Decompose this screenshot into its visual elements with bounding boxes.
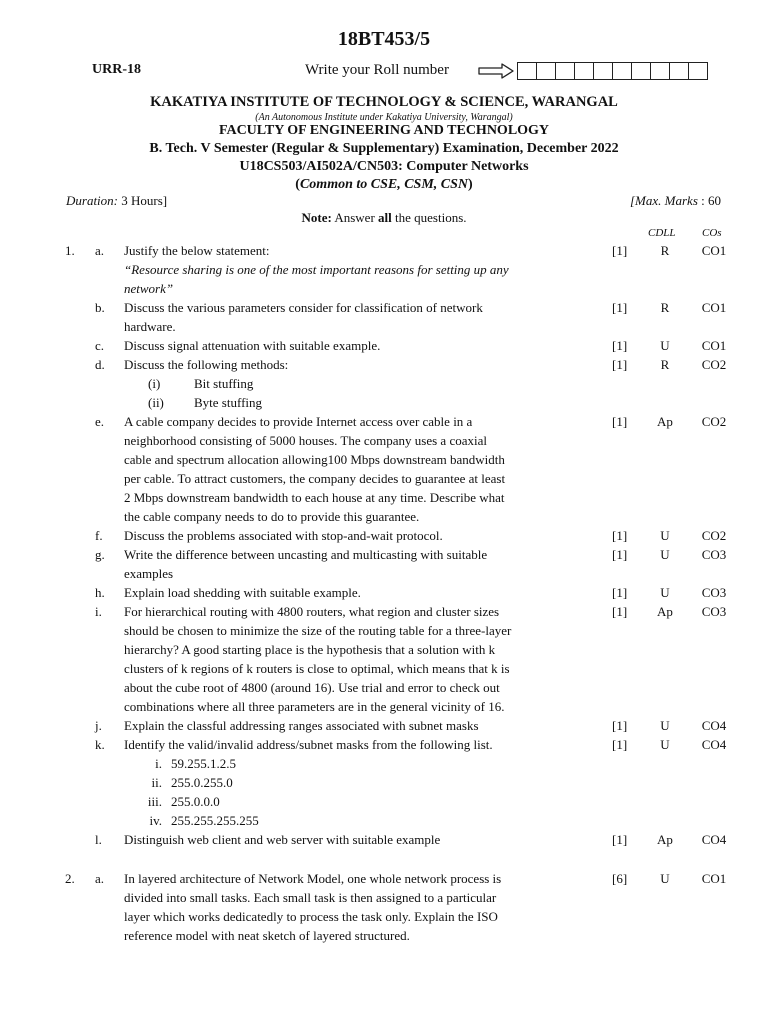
course-outcome: CO2	[701, 528, 727, 543]
marks: [1]	[612, 585, 628, 600]
course-outcome: CO3	[701, 585, 727, 600]
marks: [1]	[612, 414, 628, 429]
question-line: examples	[124, 566, 174, 581]
question-line: Explain the classful addressing ranges associated with subnet masks	[124, 718, 479, 733]
roll-number-box[interactable]	[612, 62, 632, 80]
cdll-level: R	[660, 357, 670, 372]
question-line: A cable company decides to provide Internet access over cable in a	[124, 414, 473, 429]
duration	[66, 193, 167, 209]
cdll-level: U	[660, 547, 670, 562]
duration-value: 3 Hours]	[118, 193, 168, 208]
roll-number-box[interactable]	[669, 62, 689, 80]
faculty-name: FACULTY OF ENGINEERING AND TECHNOLOGY	[218, 123, 550, 138]
question-line: Identify the valid/invalid address/subnet masks from the following list.	[124, 737, 493, 752]
question-text	[124, 412, 596, 526]
question-line: hierarchy? A good starting place is the hypothesis that a solution with k	[124, 642, 496, 657]
question-line: hardware.	[124, 319, 176, 334]
question-text	[124, 735, 596, 754]
marks: [1]	[612, 338, 628, 353]
marks: [6]	[612, 871, 628, 886]
question-line: reference model with neat sketch of layered structured.	[124, 928, 410, 943]
common-open: (	[295, 177, 300, 192]
roll-number-box[interactable]	[593, 62, 613, 80]
sub-item-text: 255.255.255.255	[171, 813, 259, 828]
part-label: b.	[95, 300, 105, 315]
question-line: clusters of k regions of k routers is close to optimal, which means that k is	[124, 661, 510, 676]
note-text-end: the questions.	[391, 210, 467, 225]
question-line: For hierarchical routing with 4800 routers, what region and cluster sizes	[124, 604, 500, 619]
question-line: divided into small tasks. Each small task is then assigned to a particular	[124, 890, 497, 905]
sub-item-text: Byte stuffing	[194, 395, 263, 410]
quoted-statement: network”	[124, 281, 174, 296]
question-text	[124, 830, 596, 849]
cdll-level: Ap	[657, 414, 673, 429]
cdll-level: R	[660, 243, 670, 258]
question-text	[124, 526, 596, 545]
roll-number-label: Write your Roll number	[305, 62, 449, 78]
course-outcome: CO1	[701, 871, 727, 886]
question-line: layer which works dedicatedly to process the task only. Explain the ISO	[124, 909, 498, 924]
course-outcome: CO4	[701, 737, 727, 752]
question-line: Explain load shedding with suitable example.	[124, 585, 361, 600]
question-text	[124, 545, 596, 583]
max-marks-label: [Max. Marks	[630, 193, 698, 208]
part-label: c.	[95, 338, 105, 353]
course-outcome: CO3	[701, 604, 727, 619]
marks: [1]	[612, 604, 628, 619]
cdll-level: Ap	[657, 832, 673, 847]
arrow-right-icon	[478, 63, 514, 79]
question-text	[124, 336, 596, 355]
marks: [1]	[612, 832, 628, 847]
marks: [1]	[612, 737, 628, 752]
course-outcome: CO4	[701, 718, 727, 733]
part-label: a.	[95, 871, 105, 886]
question-line: Justify the below statement:	[124, 243, 270, 258]
sub-item-number: ii.	[151, 775, 162, 790]
cdll-level: U	[660, 718, 670, 733]
course-outcome: CO2	[701, 414, 727, 429]
exam-title: B. Tech. V Semester (Regular & Supplementary) Examination, December 2022	[149, 141, 619, 156]
marks: [1]	[612, 528, 628, 543]
course-outcome: CO1	[701, 338, 727, 353]
cdll-level: R	[660, 300, 670, 315]
max-marks-value: : 60	[697, 193, 722, 208]
part-label: g.	[95, 547, 105, 562]
question-text	[124, 355, 596, 374]
marks: [1]	[612, 718, 628, 733]
sub-item-text: 59.255.1.2.5	[171, 756, 236, 771]
question-line: 2 Mbps downstream bandwidth to each house at any time. Describe what	[124, 490, 505, 505]
cdll-level: U	[660, 338, 670, 353]
roll-number-boxes[interactable]	[518, 62, 708, 80]
question-line: combinations where all three parameters are in the general vicinity of 16.	[124, 699, 505, 714]
question-text	[124, 716, 596, 735]
question-line: neighborhood consisting of 5000 houses. The company uses a coaxial	[124, 433, 487, 448]
roll-number-box[interactable]	[574, 62, 594, 80]
part-label: j.	[95, 718, 102, 733]
question-text	[124, 869, 596, 945]
question-line: Distinguish web client and web server with suitable example	[124, 832, 441, 847]
sub-item-number: i.	[155, 756, 162, 771]
part-label: i.	[95, 604, 102, 619]
question-line: Discuss the following methods:	[124, 357, 289, 372]
question-text	[124, 298, 596, 336]
question-line: In layered architecture of Network Model, one whole network process is	[124, 871, 502, 886]
cdll-level: U	[660, 585, 670, 600]
part-label: a.	[95, 243, 105, 258]
cdll-level: Ap	[657, 604, 673, 619]
question-line: cable and spectrum allocation allowing100 Mbps downstream bandwidth	[124, 452, 505, 467]
cdll-level: U	[660, 528, 670, 543]
part-label: d.	[95, 357, 105, 372]
roll-number-box[interactable]	[688, 62, 708, 80]
roll-number-box[interactable]	[555, 62, 575, 80]
question-line: Write the difference between uncasting and multicasting with suitable	[124, 547, 488, 562]
question-line: should be chosen to minimize the size of the routing table for a three-layer	[124, 623, 512, 638]
common-branches: Common to CSE, CSM, CSN	[299, 177, 469, 192]
autonomous-note: (An Autonomous Institute under Kakatiya University, Warangal)	[255, 112, 513, 123]
question-text	[124, 583, 596, 602]
marks: [1]	[612, 547, 628, 562]
question-number: 1.	[65, 243, 75, 258]
sub-item-text: Bit stuffing	[194, 376, 254, 391]
regulation-code: URR-18	[92, 62, 141, 77]
part-label: h.	[95, 585, 105, 600]
question-line: Discuss the problems associated with stop-and-wait protocol.	[124, 528, 443, 543]
roll-number-box[interactable]	[650, 62, 670, 80]
sub-item-number: iv.	[149, 813, 162, 828]
question-line: the cable company needs to do to provide this guarantee.	[124, 509, 420, 524]
question-line: about the cube root of 4800 (around 16). Use trial and error to check out	[124, 680, 500, 695]
roll-number-box[interactable]	[631, 62, 651, 80]
sub-item-text: 255.0.255.0	[171, 775, 233, 790]
institute-name: KAKATIYA INSTITUTE OF TECHNOLOGY & SCIENCE, WARANGAL	[150, 94, 618, 110]
course-outcome: CO1	[701, 300, 727, 315]
paper-code: 18BT453/5	[337, 28, 431, 50]
column-header-cos: COs	[702, 227, 722, 239]
cdll-level: U	[660, 737, 670, 752]
duration-label: Duration:	[66, 193, 118, 208]
sub-item-number: (ii)	[148, 395, 164, 410]
course-title: U18CS503/AI502A/CN503: Computer Networks	[239, 159, 529, 174]
note-text: Answer	[331, 210, 379, 225]
part-label: k.	[95, 737, 105, 752]
note-label: Note:	[301, 210, 332, 225]
sub-item-number: (i)	[148, 376, 161, 391]
common-note	[0, 177, 768, 193]
note-emphasis: all	[378, 210, 392, 225]
sub-item-number: iii.	[147, 794, 162, 809]
question-line: Discuss the various parameters consider for classification of network	[124, 300, 483, 315]
question-line: per cable. To attract customers, the company decides to guarantee at least	[124, 471, 506, 486]
marks: [1]	[612, 300, 628, 315]
part-label: f.	[95, 528, 103, 543]
sub-item-text: 255.0.0.0	[171, 794, 220, 809]
cdll-level: U	[660, 871, 670, 886]
marks: [1]	[612, 243, 628, 258]
instructions-note	[0, 210, 768, 226]
course-outcome: CO2	[701, 357, 727, 372]
quoted-statement: “Resource sharing is one of the most important reasons for setting up any	[124, 262, 509, 277]
course-outcome: CO3	[701, 547, 727, 562]
question-line: Discuss signal attenuation with suitable example.	[124, 338, 381, 353]
max-marks	[630, 193, 721, 209]
roll-number-box[interactable]	[517, 62, 537, 80]
question-number: 2.	[65, 871, 75, 886]
marks: [1]	[612, 357, 628, 372]
common-close: )	[468, 177, 473, 192]
column-header-cdll: CDLL	[648, 227, 676, 239]
course-outcome: CO1	[701, 243, 727, 258]
part-label: e.	[95, 414, 105, 429]
question-text	[124, 602, 596, 716]
course-outcome: CO4	[701, 832, 727, 847]
roll-number-box[interactable]	[536, 62, 556, 80]
question-text	[124, 241, 596, 298]
part-label: l.	[95, 832, 102, 847]
